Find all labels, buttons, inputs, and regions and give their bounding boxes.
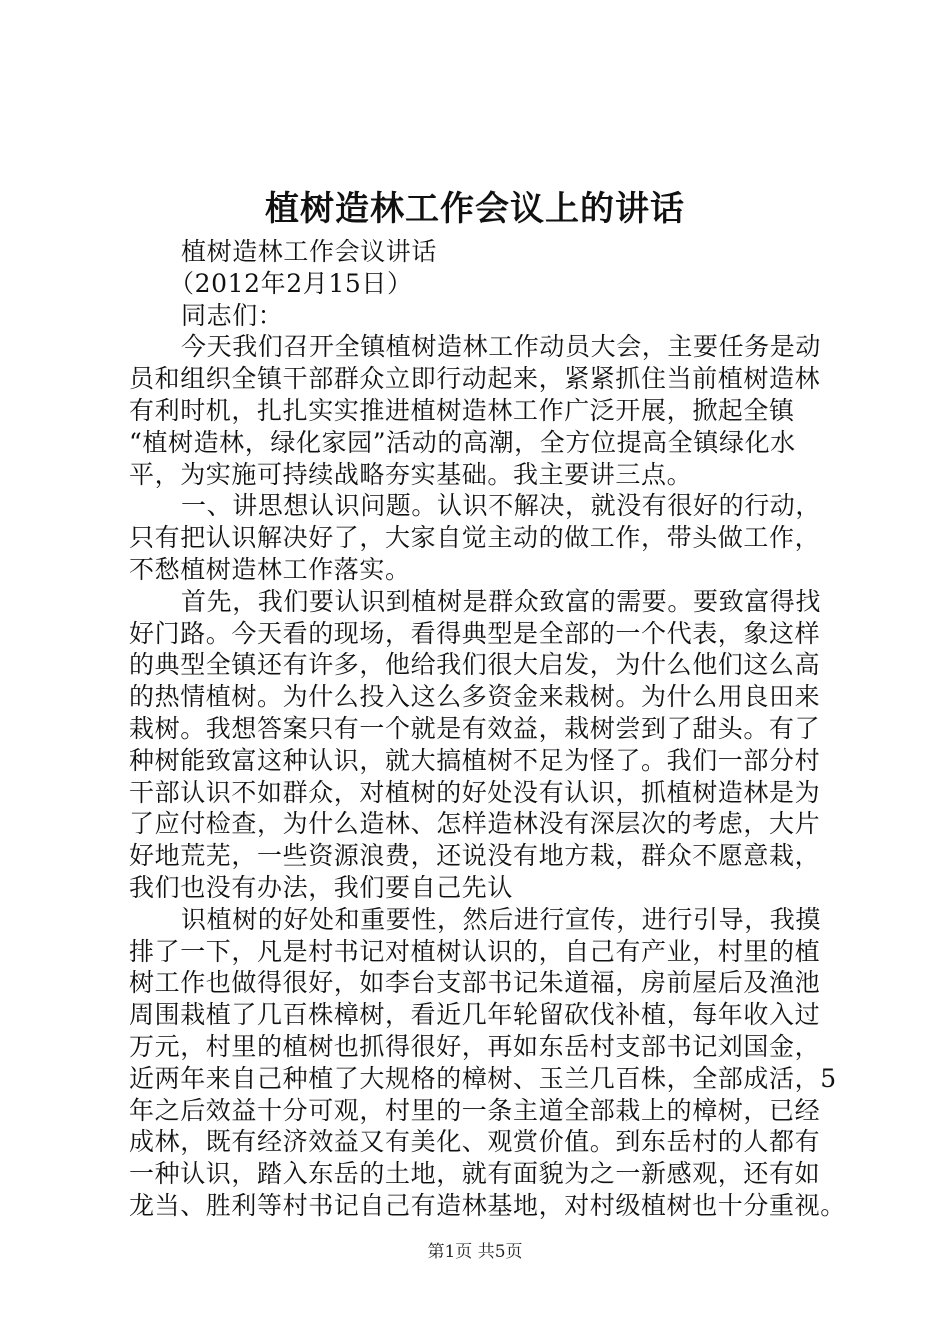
text-line: （2012年2月15日）	[169, 268, 413, 298]
text-line: 成林，既有经济效益又有美化、观赏价值。到东岳村的人都有	[129, 1127, 821, 1157]
text-line: 同志们：	[181, 300, 284, 330]
page-footer: 第1页 共5页	[427, 1242, 523, 1262]
text-line: 年之后效益十分可观，村里的一条主道全部栽上的樟树，已经	[129, 1095, 821, 1125]
text-line: 龙当、胜利等村书记自己有造林基地，对村级植树也十分重视。	[129, 1190, 846, 1220]
text-line: 植树造林工作会议讲话	[181, 237, 438, 266]
text-line: 好地荒芜，一些资源浪费，还说没有地方栽，群众不愿意栽，	[129, 841, 821, 871]
text-line: 树工作也做得很好，如李台支部书记朱道福，房前屋后及渔池	[129, 968, 821, 998]
text-line: 首先，我们要认识到植树是群众致富的需要。要致富得找	[181, 586, 822, 616]
text-line: 有利时机，扎扎实实推进植树造林工作广泛开展，掀起全镇	[129, 395, 795, 425]
document-body	[129, 236, 846, 1222]
document-title: 植树造林工作会议上的讲话	[265, 189, 685, 229]
text-line: 的热情植树。为什么投入这么多资金来栽树。为什么用良田来	[129, 682, 821, 712]
text-line: 一种认识，踏入东岳的土地，就有面貌为之一新感观，还有如	[129, 1159, 821, 1189]
text-line: 平，为实施可持续战略夯实基础。我主要讲三点。	[129, 459, 693, 489]
text-line: “植树造林，绿化家园”活动的高潮，全方位提高全镇绿化水	[129, 427, 796, 457]
text-line: 排了一下，凡是村书记对植树认识的，自己有产业，村里的植	[129, 936, 821, 966]
text-line: 万元，村里的植树也抓得很好，再如东岳村支部书记刘国金，	[129, 1031, 821, 1061]
text-line: 只有把认识解决好了，大家自觉主动的做工作，带头做工作，	[129, 523, 821, 553]
text-line: 一、讲思想认识问题。认识不解决，就没有很好的行动，	[181, 491, 822, 521]
text-line: 干部认识不如群众，对植树的好处没有认识，抓植树造林是为	[129, 777, 821, 807]
text-line: 今天我们召开全镇植树造林工作动员大会，主要任务是动	[181, 332, 822, 362]
text-line: 我们也没有办法，我们要自己先认	[129, 872, 514, 902]
text-line: 种树能致富这种认识，就大搞植树不足为怪了。我们一部分村	[129, 745, 821, 775]
text-line: 栽树。我想答案只有一个就是有效益，栽树尝到了甜头。有了	[129, 713, 821, 743]
text-line: 的典型全镇还有许多，他给我们很大启发，为什么他们这么高	[129, 650, 821, 680]
text-line: 好门路。今天看的现场，看得典型是全部的一个代表，象这样	[129, 618, 821, 648]
text-line: 周围栽植了几百株樟树，看近几年轮留砍伐补植，每年收入过	[129, 1000, 821, 1030]
text-line: 不愁植树造林工作落实。	[129, 554, 411, 584]
text-line: 员和组织全镇干部群众立即行动起来，紧紧抓住当前植树造林	[129, 364, 821, 394]
text-line: 近两年来自己种植了大规格的樟树、玉兰几百株，全部成活，5	[129, 1063, 837, 1093]
text-line: 了应付检查，为什么造林、怎样造林没有深层次的考虑，大片	[129, 809, 821, 839]
text-line: 识植树的好处和重要性，然后进行宣传，进行引导，我摸	[181, 904, 822, 934]
